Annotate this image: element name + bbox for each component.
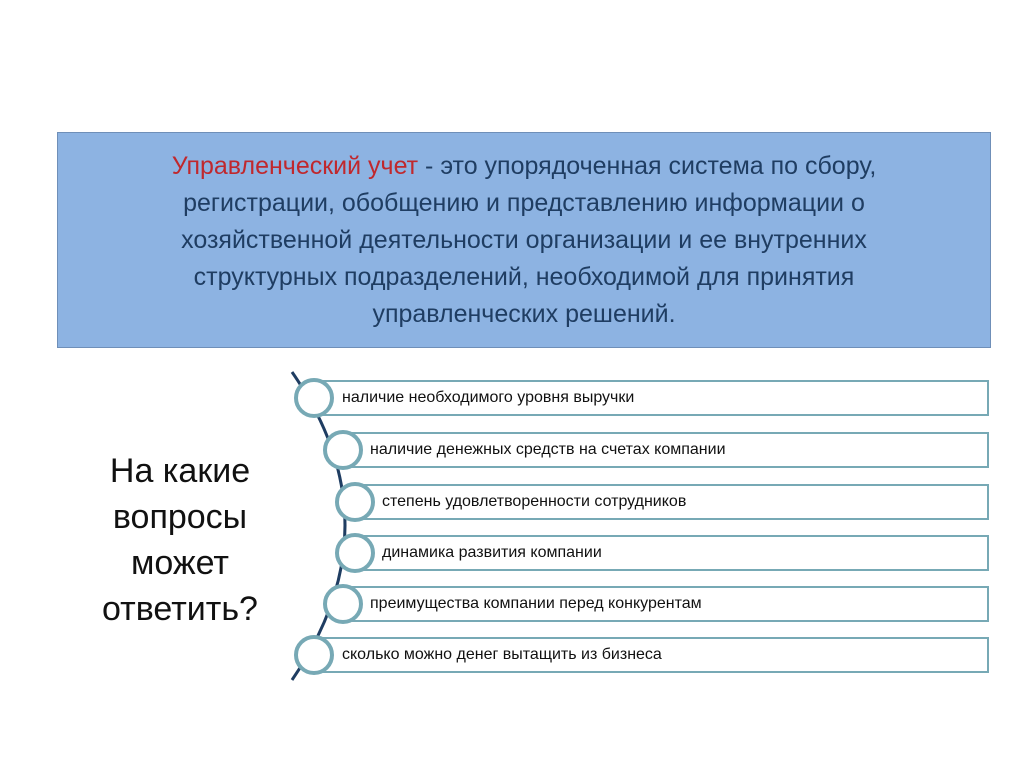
list-item-label: преимущества компании перед конкурентам [370,595,702,612]
list-item-box [342,586,989,622]
list-item-circle [323,584,363,624]
list-item-box [313,380,989,416]
list-item-box [313,637,989,673]
question-text: На какие вопросы может ответить? [102,452,258,628]
list-item-box [354,484,989,520]
list-item-circle [335,482,375,522]
definition-body: - это упорядоченная система по сбору, регистрации, обобщению и представлению информации о хозяйственной деятельности организации и ее внутренних структурных подразделений, необходимой для принятия управленческих решений. [181,151,877,328]
list-item-label: наличие денежных средств на счетах компании [370,441,726,458]
list-item-label: сколько можно денег вытащить из бизнеса [342,646,662,663]
list-item-label: динамика развития компании [382,544,602,561]
definition-box [57,132,991,348]
list-item-label: степень удовлетворенности сотрудников [382,493,687,510]
list-item-box [342,432,989,468]
list-item-box [354,535,989,571]
list-item-circle [323,430,363,470]
definition-term: Управленческий учет [171,151,419,180]
list-item-circle [294,378,334,418]
list-item-circle [335,533,375,573]
list-item-circle [294,635,334,675]
list-item-label: наличие необходимого уровня выручки [342,389,635,406]
definition-text [118,148,930,333]
